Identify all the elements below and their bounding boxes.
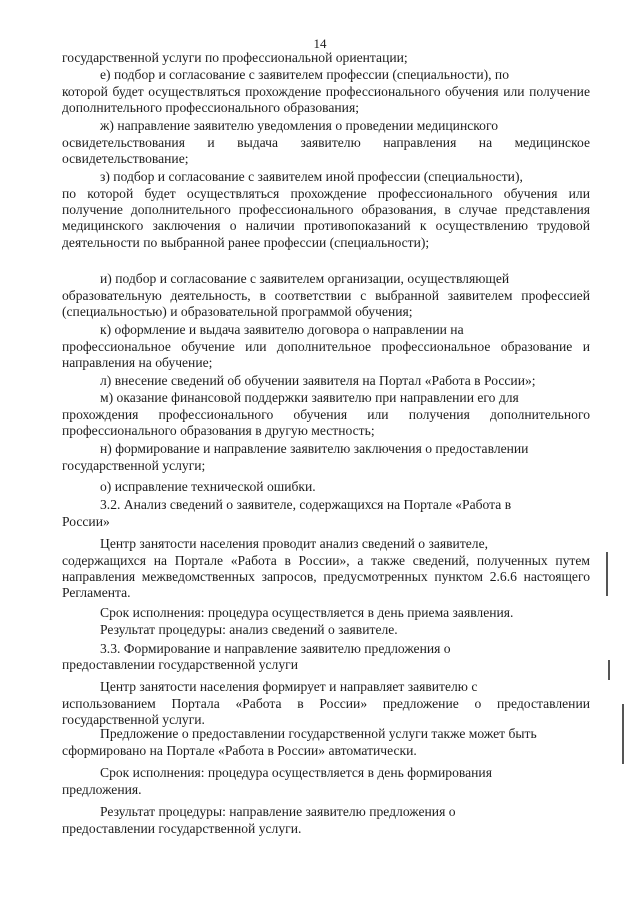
paragraph: Срок исполнения: процедура осуществляется в день формирования [100,765,492,780]
paragraph: предоставлении государственной услуги. [62,821,302,836]
paragraph: Результат процедуры: анализ сведений о заявителе. [100,622,398,637]
paragraph: сформировано на Портале «Работа в России» автоматически. [62,743,417,758]
paragraph: профессиональное обучение или дополнительное профессиональное образование и направления на обучение; [62,339,590,371]
section-heading: России» [62,514,110,529]
paragraph: освидетельствования и выдача заявителю направления на медицинское освидетельствование; [62,135,590,167]
section-heading: 3.3. Формирование и направление заявителю предложения о [100,641,451,656]
paragraph: Срок исполнения: процедура осуществляется в день приема заявления. [100,605,514,620]
paragraph: Предложение о предоставлении государственной услуги также может быть [100,726,537,741]
paragraph: прохождения профессионального обучения или получения дополнительного профессионального образования в другую местность; [62,407,590,439]
paragraph: Результат процедуры: направление заявителю предложения о [100,804,456,819]
paragraph: з) подбор и согласование с заявителем иной профессии (специальности), [100,169,523,184]
paragraph: о) исправление технической ошибки. [100,479,316,494]
paragraph: предложения. [62,782,142,797]
paragraph: л) внесение сведений об обучении заявителя на Портал «Работа в России»; [100,373,536,388]
scan-edge-mark [606,552,608,596]
paragraph: Центр занятости населения проводит анализ сведений о заявителе, [100,536,489,551]
paragraph: ж) направление заявителю уведомления о проведении медицинского [100,118,498,133]
section-heading: 3.2. Анализ сведений о заявителе, содержащихся на Портале «Работа в [100,497,512,512]
paragraph: и) подбор и согласование с заявителем организации, осуществляющей [100,271,510,286]
paragraph: государственной услуги по профессиональной ориентации; [62,50,408,65]
page-number: 14 [313,36,327,51]
scan-edge-mark [608,660,610,680]
paragraph: Центр занятости населения формирует и направляет заявителю с [100,679,478,694]
paragraph: содержащихся на Портале «Работа в России», а также сведений, полученных путем направления межведомственных запросов, предусмотренных пунктом 2.6.6 настоящего Регламента. [62,553,590,601]
section-heading: предоставлении государственной услуги [62,657,298,672]
paragraph: м) оказание финансовой поддержки заявителю при направлении его для [100,390,519,405]
paragraph: е) подбор и согласование с заявителем профессии (специальности), по [100,67,510,82]
paragraph: которой будет осуществляться прохождение профессионального обучения или получение дополнительного профессионального образования; [62,84,590,116]
paragraph: образовательную деятельность, в соответствии с выбранной заявителем профессией (специальностью) и образовательной программой обучения; [62,288,590,320]
paragraph: государственной услуги; [62,458,206,473]
paragraph: к) оформление и выдача заявителю договора о направлении на [100,322,464,337]
paragraph: по которой будет осуществляться прохождение профессионального обучения или получение дополнительного профессионального образования, в случае представления медицинского заключения о наличии противопоказаний к осуществлению трудовой деятельности по выбранной ранее профессии (специальности); [62,186,590,250]
paragraph: н) формирование и направление заявителю заключения о предоставлении [100,441,529,456]
paragraph: использованием Портала «Работа в России» предложение о предоставлении государственной услуги. [62,696,590,728]
scan-edge-mark [622,704,624,764]
